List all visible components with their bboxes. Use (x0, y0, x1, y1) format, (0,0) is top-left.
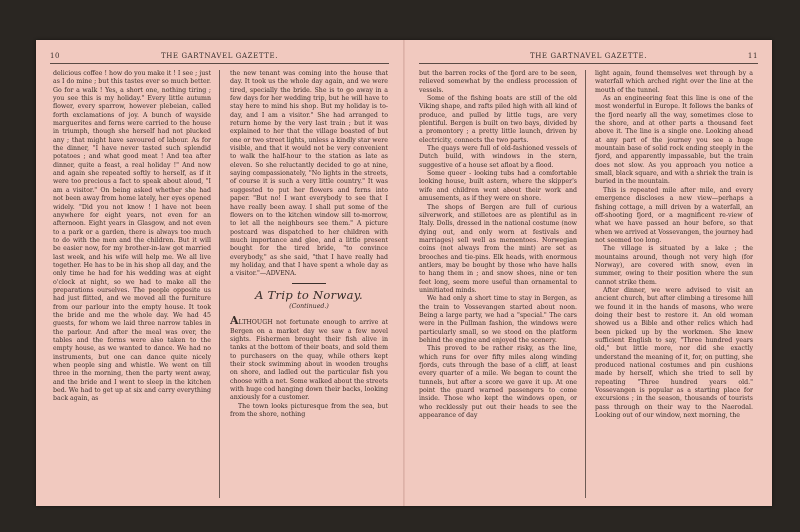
paragraph: After dinner, we were advised to visit an ancient church, but after climbing a tiresome hill we found it in the hands of masons, who were doing their best to restore it. An old woman showed us a Bible and other relics which had been picked up by the workmen. She knew sufficient English to say, "Three hundred years old," but little more, nor did she exactly understand the meaning of it, for, on putting, she produced national costumes and pin cushions made by herself, which she tried to sell by repeating "Three hundred years old." Vossevangen is popular as a starting place for excursions ; in the season, thousands of tourists pass through on their way to the Naerodal. Looking out of our window, next morning, the (595, 286, 753, 420)
paragraph: The village is situated by a lake ; the mountains around, though not very high (for Norway), are covered with snow, even in summer, owing to their position where the sun cannot strike them. (595, 245, 753, 286)
article-end-rule (292, 283, 326, 284)
right-page (405, 40, 772, 506)
paragraph: This is repeated mile after mile, and every emergence discloses a new view—perhaps a fishing cottage, a mill driven by a waterfall, an off-shooting fjord, or a magnificent re-view of what we have passed an hour before, so that when we arrived at Vossevangen, the journey had not seemed too long. (595, 186, 753, 244)
paragraph: Some of the fishing boats are still of the old Viking shape, and rafts piled high with all kind of produce, and pulled by little tugs, are very plentiful. Bergen is built on two bays, divided by a promontory ; a pretty little launch, driven by electricity, connects the two parts. (419, 95, 577, 144)
right-page-header (419, 50, 758, 64)
paragraph: This proved to be rather risky, as the line, which runs for over fifty miles along winding fjords, cuts through the base of a cliff, at least every quarter of a mile. We began to count the tunnels, but after a score we gave it up. At one point the guard warned passengers to come inside. Those who kept the windows open, or who recklessly put out their heads to see the appearance of day (419, 345, 577, 420)
column-divider (219, 70, 220, 498)
paragraph: light again, found themselves wet through by a waterfall which arched right over the line at the mouth of the tunnel. (595, 70, 753, 94)
drop-cap: A (230, 314, 239, 328)
paragraph-text: LTHOUGH not fortunate enough to arrive at Bergen on a market day we saw a few novel sights. Fishermen brought their fish alive in tanks at the bottom of their boats, and sold them to purchasers on the quay, while others kept their stock swimming about in wooden troughs on shore, and ladled out the particular fish you choose with a net. Some walked about the streets with huge cod hanging down their backs, looking anxiously for a customer. (230, 319, 388, 402)
page-number: 10 (50, 52, 61, 60)
column-divider (585, 70, 586, 498)
paragraph: Some queer - looking tubs had a comfortable looking house, built astern, where the skipper's wife and children went about their work and amusements, as if they were on shore. (419, 170, 577, 203)
gazette-spread (36, 40, 772, 506)
left-page (36, 40, 403, 506)
left-column-1 (53, 70, 211, 500)
paragraph: delicious coffee ! how do you make it ! I see ; just as I do mine ; but this tastes ever so much better. Go for a walk ! Yes, a short one, nothing tiring ; you see this is my holiday." Every little autumn flower, every sparrow, however plebeian, called forth exclamations of joy. A bunch of wayside marguerites and ferns were carried to the house in triumph, though she herself had not plucked any ; that might have savoured of labour. As for the dinner, "I have never tasted such splendid potatoes ; and what good meat ! And tea after dinner, quite a feast, a real holiday !" And now and again she repeated softly to herself, as if it were too precious a fact to speak about aloud, "I am a visitor." On being asked whether she had not been away from home lately, her eyes opened widely. "Did you not know ! I have not been anywhere for eight years, not even for an afternoon. Eight years in Glasgow, and not even to a park or a garden, there is always too much to do with the men and the children. But it will be easier now, for my brother-in-law got married last week, and his wife will help me. We all live together. He has to be in his shop all day, and the only time he had for his wedding was at eight o'clock at night, so we had to make all the preparations ourselves. The people opposite us had just flitted, and we moved all the furniture from our parlour into the empty house. It took the bride and me the whole day. We had 45 guests, for whom we laid three narrow tables in the parlour. And after the meal was over, the tables and the forms were also taken to the empty house, as we wanted to dance. We had no instruments, but one can dance quite nicely when people sing and whistle. We went on till three in the morning, then the party went away, and the bride and I went to sleep in the kitchen bed. We had to get up at six and carry everything back again, as (53, 70, 211, 403)
paragraph: The shops of Bergen are full of curious silverwork, and stilletoes are as plentiful as in Italy. Dolls, dressed in the national costume (now dying out, and only worn at festivals and marriages) sell well as mementoes. Norwegian coins (not always from the mint) are set as brooches and tie-pins. Elk heads, with enormous antlers, may be bought by those who have halls to hang them in ; and snow shoes, nine or ten feet long, seem more useful than ornamental to uninitiated minds. (419, 203, 577, 294)
paragraph: As an engineering feat this line is one of the most wonderful in Europe. It follows the banks of the fjord nearly all the way, sometimes close to the shore, and at other parts a thousand feet above it. The line is a single one. Looking ahead at any part of the journey you see a huge mountain base of solid rock ending steeply in the fjord, and apparently impassable, but the train does not slow. As you approach you notice a small, black square, and with a shriek the train is buried in the mountain. (595, 95, 753, 186)
left-page-header (50, 50, 389, 64)
running-title: THE GARTNAVEL GAZETTE. (160, 52, 279, 60)
right-column-1 (419, 70, 577, 500)
right-column-2 (595, 70, 753, 500)
article-title: A Trip to Norway. (255, 287, 363, 302)
left-column-2 (230, 70, 388, 500)
article-subtitle: (Continued.) (289, 302, 329, 310)
paragraph (230, 314, 388, 402)
paragraph: The quays were full of old-fashioned vessels of Dutch build, with windows in the stern, suggestive of a house set afloat by a flood. (419, 145, 577, 169)
running-title: THE GARTNAVEL GAZETTE. (529, 52, 648, 60)
paragraph: The town looks picturesque from the sea, but from the shore, nothing (230, 402, 388, 419)
paragraph: We had only a short time to stay in Bergen, as the train to Vossevangen started about noon. Being a large party, we had a "special." The cars were in the Pullman fashion, the windows were particularly small, so we stood on the platform behind the engine and enjoyed the scenery. (419, 295, 577, 344)
header-rule (50, 63, 389, 64)
header-rule (419, 63, 758, 64)
paragraph: but the barren rocks of the fjord are to be seen, relieved somewhat by the endless procession of vessels. (419, 70, 577, 94)
page-number: 11 (747, 52, 758, 60)
paragraph: the new tenant was coming into the house that day. It took us the whole day again, and we were tired, specially the bride. She is to go away in a few days for her wedding trip, but he will have to stay here to mind his shop. But my holiday is to-day, and I am a visitor." She had arranged to return home by the very last train ; but it was explained to her that the village boasted of but one or two street lights, unless a kindly star were visible, and that it would not be very convenient to walk the half-hour to the station as late as eleven. So she reluctantly decided to go at nine, saying compassionately, "No lights in the streets, of course it is such a very little country." It was suggested to put her flowers and ferns into paper. "But no! I want everybody to see that I have really been away. I shall put some of the flowers on to the kitchen window sill to-morrow, to let all the neighbours see them." A picture postcard was dispatched to her children with much importance and glee, and a little present bought for the tired bride, "to convince everybody," as she said, "that I have really had my holiday, and that I have spent a whole day as a visitor."—ADVENA. (230, 70, 388, 278)
